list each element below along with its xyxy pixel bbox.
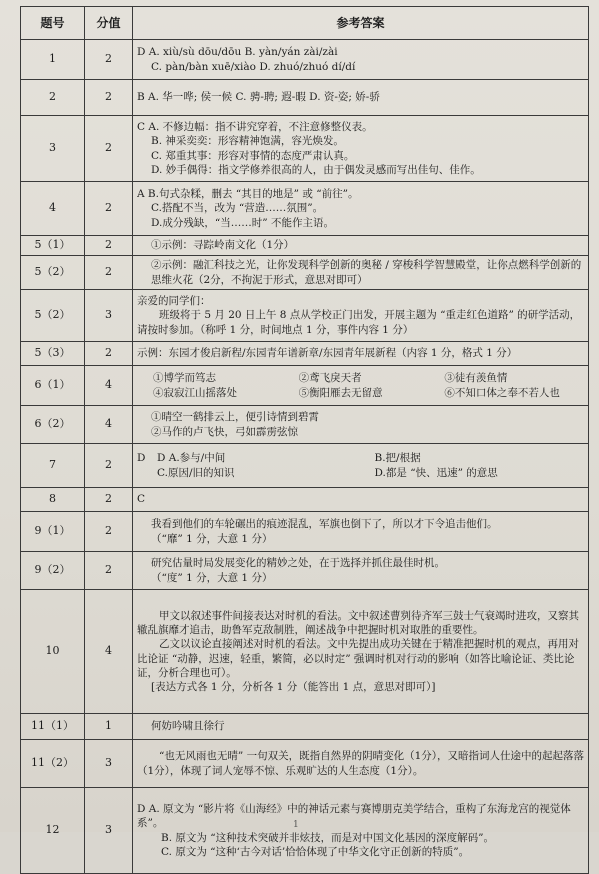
header-question-number: 题号 [21,7,85,40]
answer-line: ①晴空一鹤排云上，便引诗情到碧霄 [151,411,319,424]
answer-cell [133,788,589,874]
answer-line: “也无风雨也无晴” 一句双关，既指自然界的阴晴变化（1分），又暗指词人仕途中的起起落落（1分），体现了词人宠辱不惊、乐观旷达的人生态度（1分）。 [137,750,584,777]
question-number: 5（3） [21,342,85,366]
table-header-row [21,7,589,40]
answer-line: D. 妙手偶得：指文学修养很高的人，由于偶发灵感而写出佳句、佳作。 [151,163,481,176]
question-number: 3 [21,116,85,182]
page-number: 1 [293,820,299,830]
question-number: 12 [21,788,85,874]
score-value: 2 [85,116,133,182]
answer-cell [133,116,589,182]
answer-cell [133,552,589,590]
table-row [21,116,589,182]
poem-lines-grid [137,371,584,399]
score-value: 4 [85,366,133,406]
header-reference-answer: 参考答案 [133,7,589,40]
answer-line: [表达方式各 1 分，分析各 1 分（能答出 1 点，意思对即可）] [151,680,436,693]
answer-line: D A. 原文为 “影片将《山海经》中的神话元素与赛博朋克美学结合，重构了东海龙宫的视觉体系”。 [137,803,571,830]
question-number: 5（2） [21,256,85,290]
answer-line: 乙文以议论直接阐述对时机的看法。文中先提出成功关键在于精准把握时机的观点，再用对比论证 “动静，迟速，轻重，繁简，必以时定” 强调时机对行动的影响（如答比喻论证、类比论证，分析合理也可）。 [137,638,579,679]
question-number: 11（1） [21,714,85,740]
table-row [21,182,589,236]
table-row [21,342,589,366]
option-grid: D D A.参与/中间 B.把/根据 C.原因/旧的知识 D.都是 “快、迅速” 的意思 [137,451,584,479]
answer-line: （“靡” 1 分，大意 1 分） [151,532,273,545]
score-value: 2 [85,182,133,236]
table-row [21,714,589,740]
question-number: 6（1） [21,366,85,406]
table-row [21,444,589,488]
table-row [21,590,589,714]
answer-line: B.把/根据 [374,452,421,465]
answer-line: D A.参与/中间 [157,452,226,465]
header-score: 分值 [85,7,133,40]
score-value: 2 [85,40,133,80]
answer-line: B A. 华一哗; 侯一候 C. 骋-聘; 遐-暇 D. 资-姿; 娇-骄 [137,91,380,104]
question-number: 7 [21,444,85,488]
table-row [21,740,589,788]
score-value: 2 [85,80,133,116]
answer-line: C. pàn/bàn xuē/xiào D. zhuó/zhuó dí/dí [151,60,356,73]
answer-cell [133,406,589,444]
answer-cell [133,80,589,116]
score-value: 3 [85,788,133,874]
question-number: 4 [21,182,85,236]
answer-line: 亲爱的同学们： [137,295,211,308]
answer-cell [133,182,589,236]
table-row [21,788,589,874]
answer-line: 何妨吟啸且徐行 [151,720,225,733]
answer-cell [133,488,589,512]
poem-line: ①博学而笃志 [153,372,216,385]
question-number: 10 [21,590,85,714]
table-row [21,406,589,444]
table-row [21,290,589,342]
poem-line: ⑥不知口体之奉不若人也 [444,386,560,399]
answer-line: B. 原文为 “这种技术突破并非炫技，而是对中国文化基因的深度解码”。 [161,831,494,844]
answer-cell [133,40,589,80]
answer-line: 我看到他们的车轮碾出的痕迹混乱，军旗也倒下了，所以才下令追击他们。 [151,518,498,531]
answer-line: 研究估量时局发展变化的精妙之处，在于选择并抓住最佳时机。 [151,557,445,570]
table-row [21,552,589,590]
answer-cell [133,444,589,488]
score-value: 3 [85,290,133,342]
question-number: 8 [21,488,85,512]
answer-cell [133,740,589,788]
answer-line: ①示例：寻踪岭南文化（1分） [151,239,295,252]
answer-cell [133,256,589,290]
poem-line: ⑤衡阳雁去无留意 [298,386,383,399]
question-number: 11（2） [21,740,85,788]
table-row [21,488,589,512]
answer-cell [133,512,589,552]
answer-line: C [137,493,146,506]
answer-line: D.都是 “快、迅速” 的意思 [374,466,498,479]
score-value: 2 [85,342,133,366]
table-row [21,512,589,552]
table-row [21,366,589,406]
question-number: 2 [21,80,85,116]
answer-line: C. 原文为 “这种‘古今对话’恰恰体现了中华文化守正创新的特质”。 [161,845,470,858]
table-row [21,80,589,116]
score-value: 1 [85,714,133,740]
question-number: 9（2） [21,552,85,590]
answer-cell [133,290,589,342]
answer-cell [133,236,589,256]
score-value: 2 [85,236,133,256]
score-value: 2 [85,552,133,590]
answer-line: D.成分残缺，“当……时” 不能作主语。 [151,216,334,229]
score-value: 2 [85,488,133,512]
score-value: 2 [85,444,133,488]
answer-line: 甲文以叙述事件间接表达对时机的看法。文中叙述曹刿待齐军三鼓士气衰竭时进攻，又察其辙乱旗靡才追击，助鲁军克敌制胜，阐述战争中把握时机对取胜的重要性。 [137,609,579,637]
poem-line: ②鸢飞戾天者 [298,372,362,385]
question-number: 9（1） [21,512,85,552]
question-number: 5（1） [21,236,85,256]
question-number: 1 [21,40,85,80]
answer-line: D A. xiù/sù dōu/dōu B. yàn/yán zài/zài [137,46,338,59]
table-row [21,236,589,256]
question-number: 5（2） [21,290,85,342]
answer-line: B. 神采奕奕：形容精神饱满，容光焕发。 [151,135,344,148]
answer-line: 示例：东园才俊启新程/东园青年谱新章/东园青年展新程（内容 1 分，格式 1 分） [137,347,518,360]
answer-line: （“度” 1 分，大意 1 分） [151,571,273,584]
poem-line: ③徒有羡鱼情 [444,372,508,385]
answer-cell [133,342,589,366]
answer-line: C A. 不修边幅：指不讲究穿着，不注意修整仪表。 [137,121,373,134]
score-value: 4 [85,406,133,444]
score-value: 3 [85,740,133,788]
answer-cell [133,590,589,714]
answer-line: ②马作的卢飞快，弓如霹雳弦惊 [151,425,298,438]
answer-line: C.搭配不当，改为 “营造……氛围”。 [151,202,324,215]
question-number: 6（2） [21,406,85,444]
answer-line: 班级将于 5 月 20 日上午 8 点从学校正门出发，开展主题为 “重走红色道路” 的研学活动，请按时参加。（称呼 1 分，时间地点 1 分，事件内容 1 分） [137,309,581,336]
answer-cell [133,714,589,740]
poem-line: ④寂寂江山摇落处 [153,386,237,399]
answer-cell [133,366,589,406]
score-value: 2 [85,256,133,290]
answer-line: A B.句式杂糅，删去 “其目的地是” 或 “前往”。 [137,188,359,201]
score-value: 2 [85,512,133,552]
score-value: 4 [85,590,133,714]
answer-line: ②示例：融汇科技之光，让你发现科学创新的奥秘 / 穿梭科学智慧殿堂，让你点燃科学创新的思维火花（2分，不拘泥于形式，意思对即可） [151,259,582,286]
answer-line: C.原因/旧的知识 [157,466,235,479]
answer-line: C. 郑重其事：形容对事情的态度严肃认真。 [151,149,355,162]
table-row [21,40,589,80]
answer-table [20,6,589,874]
table-row [21,256,589,290]
